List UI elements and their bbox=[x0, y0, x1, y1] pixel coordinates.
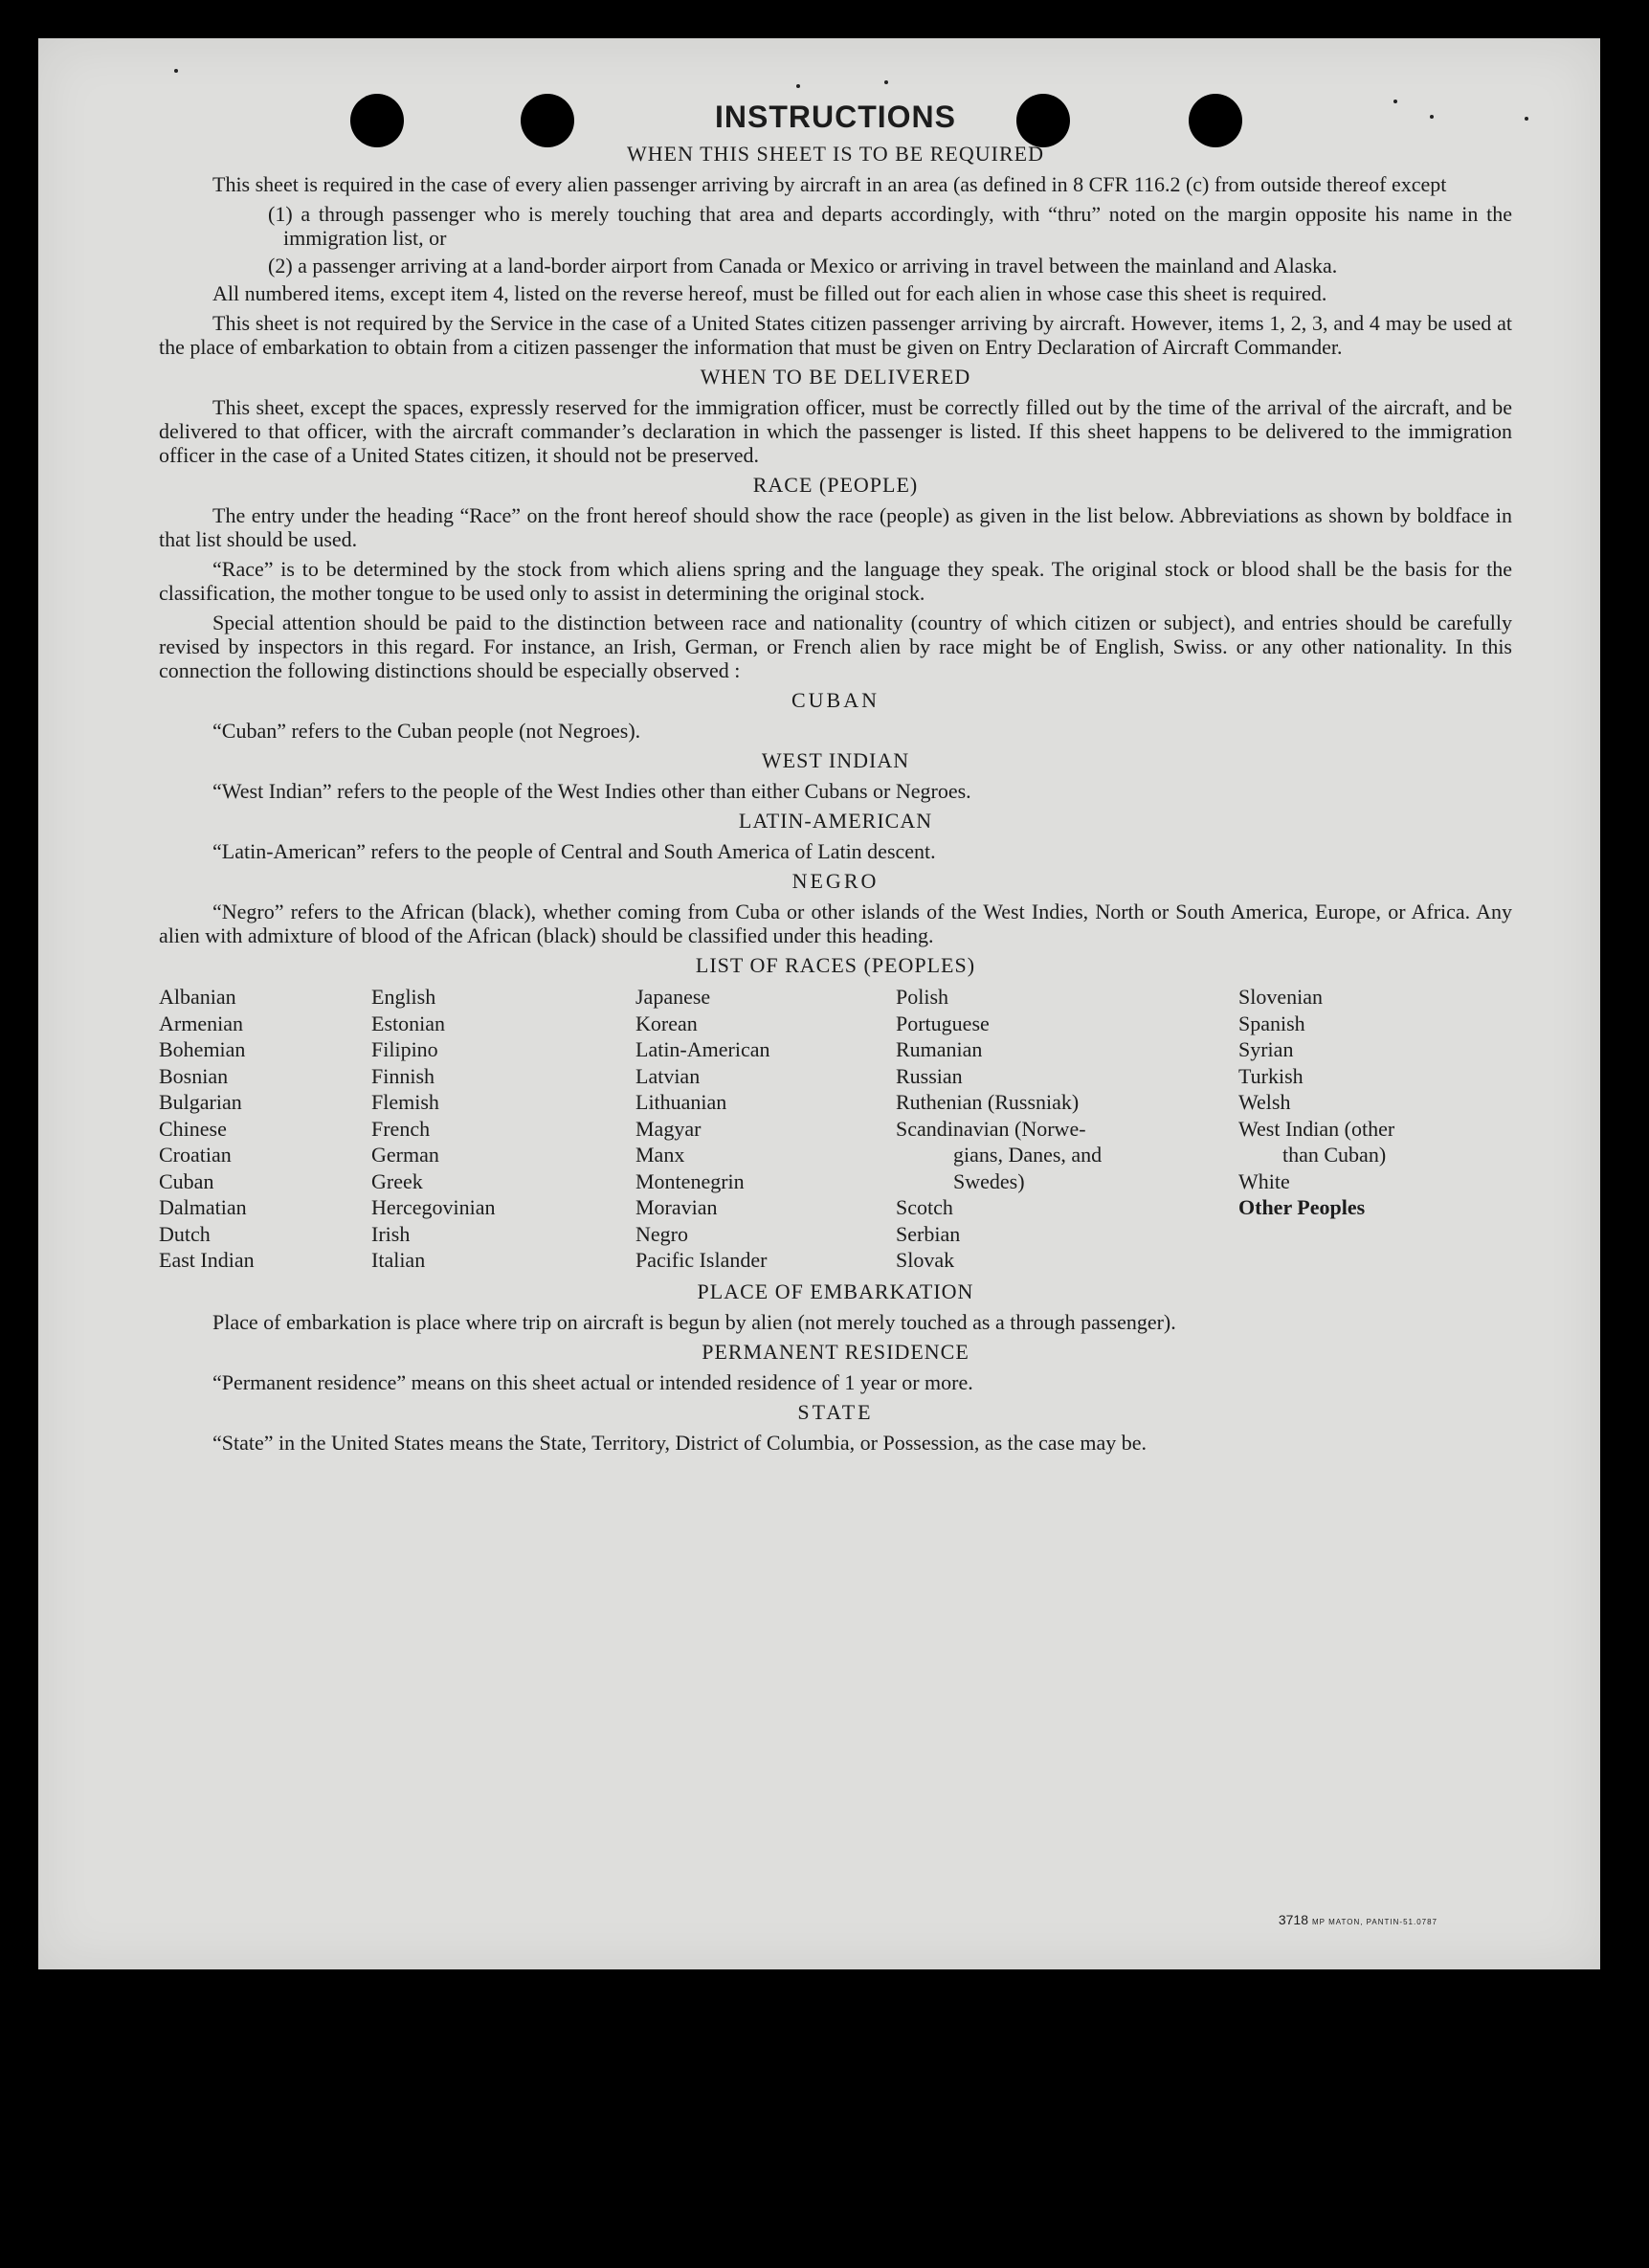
section-heading: LATIN-AMERICAN bbox=[738, 809, 933, 833]
paragraph: “Negro” refers to the African (black), whether coming from Cuba or other islands of the West Indies, North or South America, Europe, or Africa. Any alien with admixture of blood of the African (black) should be classified under this heading. bbox=[159, 900, 1512, 947]
printer-name: MP MATON, PANTIN-51.0787 bbox=[1312, 1918, 1437, 1926]
section-heading: LIST OF RACES (PEOPLES) bbox=[695, 953, 976, 977]
paragraph: “Permanent residence” means on this sheet actual or intended residence of 1 year or more. bbox=[212, 1369, 973, 1394]
section-heading: STATE bbox=[797, 1399, 874, 1424]
race-item: Magyar bbox=[635, 1116, 702, 1141]
race-item: Scotch bbox=[896, 1195, 953, 1219]
section-heading: WHEN TO BE DELIVERED bbox=[700, 365, 971, 389]
race-item: Armenian bbox=[159, 1011, 243, 1035]
race-item: Rumanian bbox=[896, 1037, 983, 1061]
race-item: Other Peoples bbox=[1238, 1195, 1366, 1219]
race-item: Turkish bbox=[1238, 1063, 1304, 1088]
paragraph: This sheet is required in the case of every alien passenger arriving by aircraft in an area (as defined in 8 CFR 116.2 (c) from outside thereof except bbox=[212, 172, 1447, 196]
section-heading: NEGRO bbox=[791, 869, 880, 893]
race-item: Bulgarian bbox=[159, 1090, 242, 1114]
speck bbox=[174, 69, 178, 73]
section-heading: CUBAN bbox=[791, 688, 880, 712]
document-sheet bbox=[38, 38, 1600, 1969]
race-item: French bbox=[371, 1116, 431, 1141]
race-item: West Indian (other bbox=[1238, 1116, 1395, 1141]
paragraph: Place of embarkation is place where trip on aircraft is begun by alien (not merely touched as a through passenger). bbox=[212, 1309, 1176, 1334]
race-item: Filipino bbox=[371, 1037, 438, 1061]
speck bbox=[1525, 117, 1528, 121]
paragraph: This sheet is not required by the Service in the case of a United States citizen passenger arriving by aircraft. However, items 1, 2, 3, and 4 may be used at the place of embarkation to obtain from a citizen passenger the information that must be given on Entry Declaration of Aircraft Commander. bbox=[159, 311, 1512, 359]
race-item: Moravian bbox=[635, 1195, 718, 1219]
section-heading: WEST INDIAN bbox=[761, 748, 910, 772]
race-item: Estonian bbox=[371, 1011, 445, 1035]
list-item: (2) a passenger arriving at a land-border airport from Canada or Mexico or arriving in travel between the mainland and Alaska. bbox=[268, 254, 1338, 278]
list-item: (1) a through passenger who is merely touching that area and departs accordingly, with “thru” noted on the margin opposite his name in the immigration list, or bbox=[268, 202, 1512, 250]
race-item: Albanian bbox=[159, 985, 236, 1009]
race-item: Italian bbox=[371, 1248, 426, 1272]
race-item: Dalmatian bbox=[159, 1195, 247, 1219]
section-heading: PERMANENT RESIDENCE bbox=[702, 1339, 969, 1364]
race-item: German bbox=[371, 1143, 439, 1167]
race-item: Negro bbox=[635, 1221, 688, 1246]
paragraph: All numbered items, except item 4, listed on the reverse hereof, must be filled out for each alien in whose case this sheet is required. bbox=[212, 281, 1327, 305]
race-item: Latvian bbox=[635, 1063, 701, 1088]
race-item: Hercegovinian bbox=[371, 1195, 496, 1219]
section-heading: PLACE OF EMBARKATION bbox=[697, 1279, 974, 1303]
race-item: Syrian bbox=[1238, 1037, 1294, 1061]
paragraph: “Latin-American” refers to the people of Central and South America of Latin descent. bbox=[212, 839, 936, 863]
speck bbox=[796, 84, 800, 88]
race-item: Polish bbox=[896, 985, 949, 1009]
race-item: White bbox=[1238, 1168, 1290, 1193]
race-column bbox=[896, 984, 1238, 1274]
race-item: Welsh bbox=[1238, 1090, 1291, 1114]
race-item: Croatian bbox=[159, 1143, 232, 1167]
race-item: Korean bbox=[635, 1011, 698, 1035]
race-column bbox=[1238, 984, 1512, 1274]
race-item: Slovenian bbox=[1238, 985, 1323, 1009]
race-item: Slovak bbox=[896, 1248, 955, 1272]
speck bbox=[884, 80, 888, 84]
section-heading: RACE (PEOPLE) bbox=[752, 473, 919, 497]
race-item: Greek bbox=[371, 1168, 423, 1193]
race-item: Pacific Islander bbox=[635, 1248, 768, 1272]
race-item: Montenegrin bbox=[635, 1168, 745, 1193]
race-item: Irish bbox=[371, 1221, 411, 1246]
race-item: Russian bbox=[896, 1063, 963, 1088]
race-item: Serbian bbox=[896, 1221, 961, 1246]
race-item: Ruthenian (Russniak) bbox=[896, 1090, 1080, 1114]
race-item: Spanish bbox=[1238, 1011, 1305, 1035]
printer-imprint bbox=[1279, 1912, 1437, 1927]
race-list bbox=[159, 984, 1512, 1274]
race-item: East Indian bbox=[159, 1248, 255, 1272]
race-item: Cuban bbox=[159, 1168, 214, 1193]
race-item: Latin-American bbox=[635, 1037, 770, 1061]
race-item: Portuguese bbox=[896, 1011, 990, 1035]
race-column bbox=[371, 984, 635, 1274]
race-item: Scandinavian (Norwe- bbox=[896, 1116, 1086, 1141]
form-number: 3718 bbox=[1278, 1912, 1308, 1927]
paragraph: This sheet, except the spaces, expressly reserved for the immigration officer, must be correctly filled out by the time of the arrival of the aircraft, and be delivered to that officer, with the aircraft commander’s declaration in which the passenger is listed. If this sheet happens to be delivered to the immigration officer in the case of a United States citizen, it should not be preserved. bbox=[159, 395, 1512, 467]
race-item: Bohemian bbox=[159, 1037, 246, 1061]
page-title: INSTRUCTIONS bbox=[715, 100, 956, 134]
instructions-content bbox=[159, 100, 1512, 1460]
paragraph: “West Indian” refers to the people of the West Indies other than either Cubans or Negroes. bbox=[212, 779, 971, 803]
race-item: English bbox=[371, 985, 436, 1009]
race-item: gians, Danes, and bbox=[953, 1143, 1103, 1167]
race-item: Lithuanian bbox=[635, 1090, 727, 1114]
race-item: Bosnian bbox=[159, 1063, 229, 1088]
race-item: Finnish bbox=[371, 1063, 435, 1088]
race-item: Chinese bbox=[159, 1116, 227, 1141]
race-column bbox=[159, 984, 371, 1274]
race-item: Dutch bbox=[159, 1221, 211, 1246]
section-heading: WHEN THIS SHEET IS TO BE REQUIRED bbox=[627, 142, 1044, 166]
race-item: than Cuban) bbox=[1282, 1143, 1387, 1167]
race-column bbox=[635, 984, 896, 1274]
race-item: Flemish bbox=[371, 1090, 439, 1114]
paragraph: “Race” is to be determined by the stock from which aliens spring and the language they speak. The original stock or blood shall be the basis for the classification, the mother tongue to be used only to assist in determining the original stock. bbox=[159, 557, 1512, 605]
race-item: Japanese bbox=[635, 985, 711, 1009]
paragraph: Special attention should be paid to the distinction between race and nationality (country of which citizen or subject), and entries should be carefully revised by inspectors in this regard. For instance, an Irish, German, or French alien by race might be of English, Swiss. or any other nationality. In this connection the following distinctions should be especially observed : bbox=[159, 611, 1512, 682]
paragraph: “State” in the United States means the State, Territory, District of Columbia, or Possession, as the case may be. bbox=[212, 1430, 1148, 1455]
paragraph: The entry under the heading “Race” on the front hereof should show the race (people) as given in the list below. Abbreviations as shown by boldface in that list should be used. bbox=[159, 503, 1512, 551]
race-item: Manx bbox=[635, 1143, 685, 1167]
paragraph: “Cuban” refers to the Cuban people (not Negroes). bbox=[212, 719, 641, 743]
race-item: Swedes) bbox=[953, 1168, 1025, 1193]
